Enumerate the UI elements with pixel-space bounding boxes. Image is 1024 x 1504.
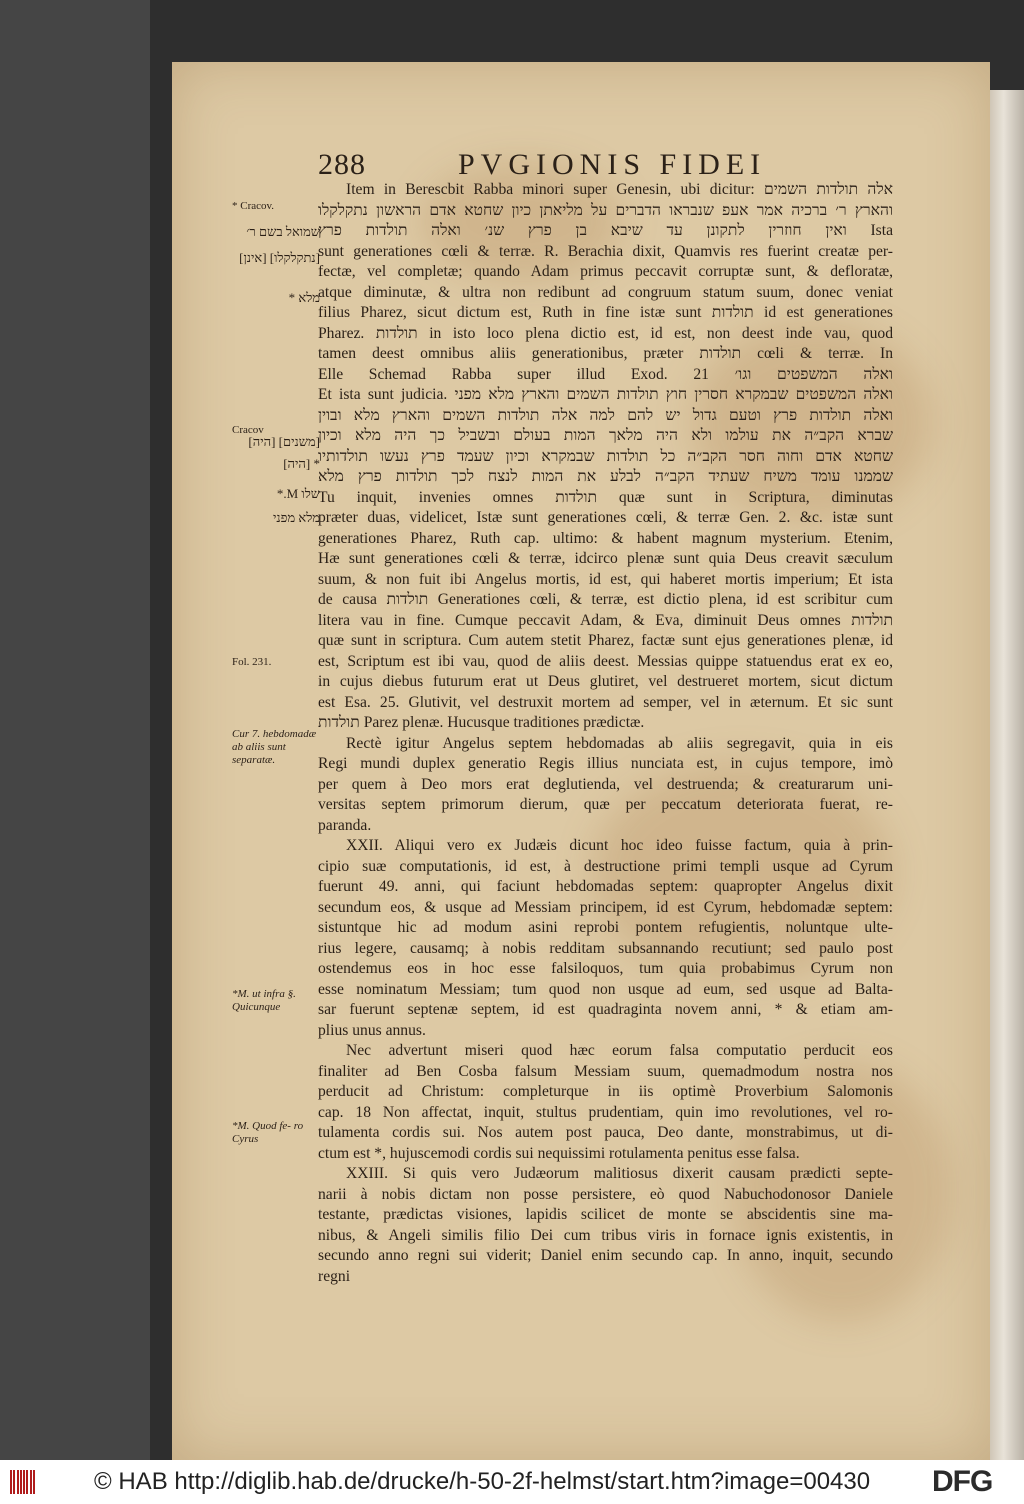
running-head: PVGIONIS FIDEI	[458, 148, 767, 181]
text-line: esse nominatum Messiam; tum quod non usque ad eum, sed usque ad Balta-	[318, 980, 893, 998]
text-line: ostendemus eos in hoc esse falsiloquos, tum quia probabimus Cyrum non	[318, 960, 893, 977]
margin-note-hebrew: מלא מפני	[273, 510, 320, 525]
text-line: generationes Pharez, Ruth cap. ultimo: & habent magnum mysterium. Etenim,	[318, 529, 893, 547]
text-line: filius Pharez, sicut dictum est, Ruth in fine istæ sunt תולדות id est generationes	[318, 304, 893, 321]
text-line: שממנו עומד משיח שעתיד הקב״ה לבלע את המות לנצח לכך תולדות פרץ מלא	[318, 468, 893, 485]
margin-note-hebrew: [נתקלקלו] [אינן]	[239, 250, 320, 265]
text-line: sunt generationes cœli & terræ. R. Berachia dixit, Quamvis res fuerint creatæ per-	[318, 242, 893, 260]
hab-logo-icon	[10, 1470, 40, 1494]
text-line: Regi mundi duplex generatio Regis illius nunciata est, in cujus tempore, imò	[318, 755, 893, 772]
text-line: Item in Berescbit Rabba minori super Genesin, ubi dicitur: אלה תולדות השמים	[346, 181, 893, 198]
margin-note-cur: Cur 7. hebdomadæ ab aliis sunt separatæ.	[232, 728, 317, 766]
margin-note-folio: Fol. 231.	[232, 656, 272, 668]
text-line: secundo anno regni sui viderit; Daniel enim secundo cap. In anno, inquit, secundo	[318, 1247, 893, 1264]
text-line: tamen deest omnibus aliis generationibus, præter תולדות cœli & terræ. In	[318, 345, 893, 362]
text-line: perducit ad Christum: completurque in iis optimè Proverbium Salomonis	[318, 1083, 893, 1100]
text-line: narii à nobis dictam non posse persistere, eò quod Nabuchodonosor Daniele	[318, 1185, 893, 1203]
text-line: præter duas, videlicet, Istæ sunt generationes cœli, & terræ Gen. 2. &c. istæ sunt	[318, 509, 893, 526]
text-line: שברא הקב״ה את עולמו ולא היה מלאך המות בעולם ובשביל כך היה מלא וכיון	[318, 427, 893, 444]
text-line: Elle Schemad Rabba super illud Exod. 21 ואלה המשפטים וגו׳	[318, 365, 893, 383]
text-line: ואלה תולדות פרץ וטעם גדול יש להם למה אלה תולדות השמים והארץ מלא ובוין	[318, 406, 893, 424]
scanner-edge	[0, 0, 150, 1460]
text-line: sistuntque hic ad modum asini reprobi pontem refugientis, noluntque ulte-	[318, 919, 893, 936]
text-line: Pharez. תולדות in isto loco plena dictio est, id est, non deest inde vau, quod	[318, 324, 893, 342]
text-line: secundum eos, & usque ad Messiam principem, id est Cyrum, hebdomadæ septem:	[318, 898, 893, 916]
text-line: תולדות Parez plenæ. Hucusque traditiones prædictæ.	[318, 714, 645, 731]
margin-note-hebrew: * [היה]	[283, 456, 320, 471]
page-edge	[990, 90, 1024, 1460]
margin-note-hebrew: שמואל בשם ר׳	[246, 224, 320, 239]
text-line: ואין חוזרין לתקונן עד שיבא בן פרץ שנ׳ ואלה תולדות פרץ Ista	[318, 222, 893, 239]
text-line: paranda.	[318, 816, 372, 834]
text-line: cap. 18 Non affectat, inquit, stultus prudentiam, quin imo revolutiones, vel ro-	[318, 1103, 893, 1121]
text-line: Tu inquit, invenies omnes תולדות quæ sunt in Scriptura, diminutas	[318, 488, 893, 506]
text-line: regni	[318, 1267, 351, 1285]
text-line: ctum est *, hujuscemodi cordis sui nequissimi rotulamenta penitus esse falsa.	[318, 1144, 800, 1162]
text-line: fectæ, vel completæ; quando Adam primus peccavit corruptæ sunt, & defloratæ,	[318, 263, 893, 280]
footer-bar	[0, 1460, 1024, 1504]
text-line: plius unus annus.	[318, 1021, 426, 1039]
text-line: Et ista sunt judicia. ואלה המשפטים שבמקרא חסרין חוץ תולדות השמים והארץ מלא מפני	[318, 386, 893, 403]
text-line: nibus, & Angeli similis filio Dei cum tribus viris in fornace ignis existentis, in	[318, 1226, 893, 1244]
margin-note-cracov: * Cracov.	[232, 200, 275, 212]
body-text	[318, 180, 893, 1287]
text-line: suum, & non fuit ibi Angelus mortis, id est, qui haberet mortis imperium; Et ista	[318, 570, 893, 588]
text-line: in cujus diebus futurum erat ut Deus glutiret, vel destrueret mortem, sicut dictum	[318, 673, 893, 690]
text-line: finaliter ad Ben Cosba falsum Messiam suum, quemadmodum nostra nos	[318, 1062, 893, 1080]
margin-note-hebrew: שלו M.*	[276, 486, 320, 501]
text-line: fuerunt 49. anni, qui faciunt hebdomadas septem: quapropter Angelus dixit	[318, 878, 893, 895]
text-line: versitas septem primorum dierum, quæ per peccatum deteriorata fuerat, re-	[318, 796, 893, 813]
dfg-logo: DFG	[932, 1465, 993, 1498]
text-line: atque diminutæ, & ultra non redibunt ad congruum statum suum, donec veniat	[318, 283, 893, 301]
text-line: Rectè igitur Angelus septem hebdomadas ab aliis segregavit, quia in eis	[346, 734, 893, 752]
text-line: rius legere, causamq; à nobis redditam subsannando recutiunt; sed paulo post	[318, 939, 893, 957]
text-line: litera vau in fine. Cumque peccavit Adam, & Eva, diminuit Deus omnes תולדות	[318, 611, 893, 629]
page-number: 288	[318, 148, 366, 181]
text-line: Hæ sunt generationes cœli & terræ, idcirco plenæ sunt quia Deus creavit sæculum	[318, 550, 893, 567]
text-line: est Esa. 25. Glutivit, vel destruxit mortem ad semper, vel in æternum. Et sic sunt	[318, 693, 893, 711]
credit-link[interactable]: © HAB http://diglib.hab.de/drucke/h-50-2f-helmst/start.htm?image=00430	[94, 1468, 871, 1495]
margin-note-hebrew: [משנים] [היה]	[248, 434, 320, 449]
text-line: שחטא אדם וחוה חסר הקב״ה כל תולדות שבמקרא וכיון שעמד פרץ נעשו תולדותיו	[318, 447, 893, 465]
text-line: est, Scriptum est ibi vau, quod de aliis deest. Messias quippe statuendus erat ex eo,	[318, 652, 893, 670]
text-line: XXIII. Si quis vero Judæorum malitiosus dixerit causam prædicti septe-	[346, 1165, 893, 1182]
text-line: XXII. Aliqui vero ex Judæis dicunt hoc ideo fuisse factum, quia à prin-	[346, 837, 893, 854]
text-line: sar fuerunt septenæ septem, id est quadraginta novem anni, * & etiam am-	[318, 1001, 893, 1018]
margin-note-m-quod: *M. Quod fe- ro Cyrus	[232, 1120, 304, 1145]
text-line: testante, prædictas visiones, lapidis scilicet de monte se abscidentis sine ma-	[318, 1206, 893, 1223]
text-line: per quem à Deo mors erat deglutienda, vel destruenda; & creaturarum uni-	[318, 775, 893, 793]
text-line: de causa תולדות Generationes cœli, & terræ, est dictio plena, id est scribitur cum	[318, 591, 893, 608]
text-line: Nec advertunt miseri quod hæc eorum falsa computatio perducit eos	[346, 1042, 893, 1059]
text-line: והארץ ר׳ ברכיה אמר אעפ שנבראו הדברים על מליאתן כיון שחטא אדם הראשון נתקלקלו	[318, 201, 893, 219]
margin-note-hebrew: מלא *	[288, 290, 320, 305]
margin-note-cracov: Cracov	[232, 424, 264, 436]
margin-note-m-infra: *M. ut infra §. Quicunque	[232, 988, 296, 1013]
text-line: cipio suæ computationis, id est, à destructione primi templi usque ad Cyrum	[318, 857, 893, 875]
text-line: quæ sunt in scriptura. Cum autem stetit Pharez, factæ sunt ejus generationes plenæ, id	[318, 632, 893, 649]
text-line: tulamenta cordis sui. Nos autem post pauca, Deo dante, monstrabimus, ut di-	[318, 1124, 893, 1141]
